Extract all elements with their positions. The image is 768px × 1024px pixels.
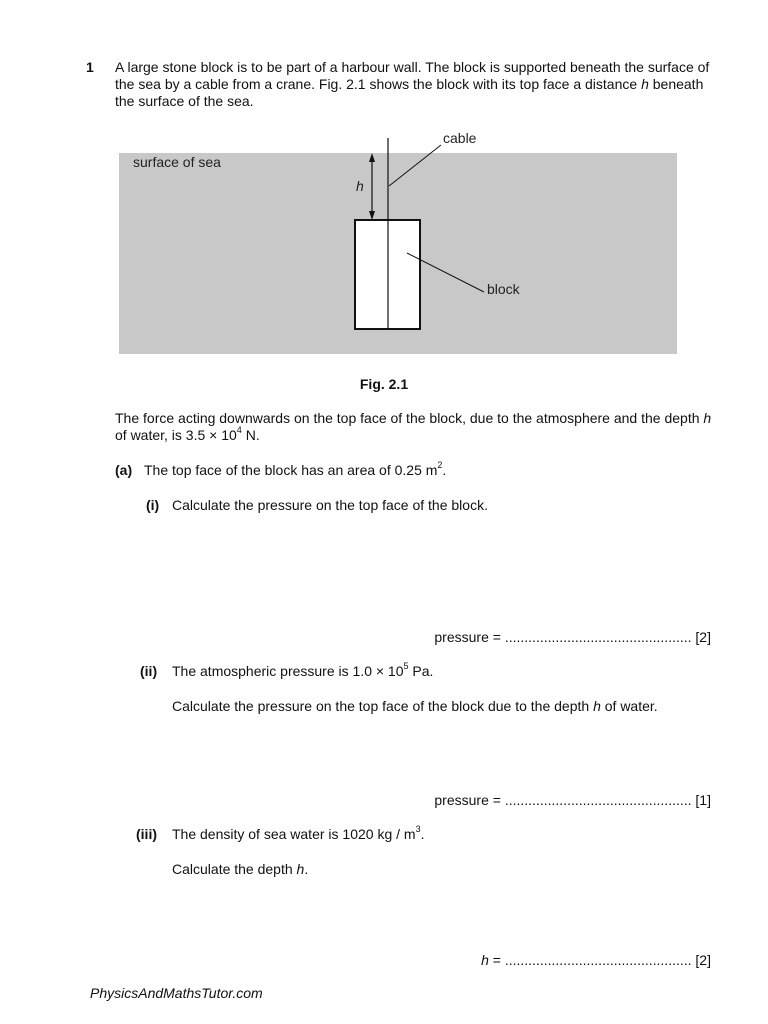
part-i-answer-field[interactable]: ................................................ xyxy=(504,629,692,645)
part-iii-answer-label: h xyxy=(481,952,489,968)
part-a-label: (a) xyxy=(115,462,133,478)
part-iii-label: (iii) xyxy=(136,826,157,842)
cable-label: cable xyxy=(443,130,477,146)
force-text: The force acting downwards on the top face of the block, due to the atmosphere and the depth xyxy=(115,410,704,426)
part-ii-instruction-end: of water. xyxy=(600,698,658,714)
force-exponent: 4 xyxy=(236,425,242,436)
part-iii-instruction xyxy=(172,861,308,878)
part-iii-instruction-text: Calculate the depth xyxy=(172,861,297,877)
part-a-text xyxy=(144,462,446,479)
part-iii-answer-equals: = xyxy=(488,952,505,968)
intro-text: A large stone block is to be part of a harbour wall. The block is supported beneath the surface of the sea by a cable from a crane. Fig. 2.1 shows the block with its top face a distance xyxy=(115,59,710,92)
part-a-exponent: 2 xyxy=(437,460,443,471)
part-a-statement: The top face of the block has an area of 0.25 m xyxy=(144,462,438,478)
part-iii-exponent: 3 xyxy=(415,824,421,835)
part-ii-statement: The atmospheric pressure is 1.0 × 10 xyxy=(172,663,404,679)
force-h-symbol: h xyxy=(703,410,712,426)
part-ii-instruction-text: Calculate the pressure on the top face of the block due to the depth xyxy=(172,698,594,714)
part-iii-text xyxy=(172,826,424,843)
part-iii-statement-end: . xyxy=(420,826,425,842)
part-ii-answer-label: pressure = xyxy=(434,792,505,808)
force-statement xyxy=(115,410,715,444)
part-ii-text xyxy=(172,663,433,680)
part-ii-marks: [1] xyxy=(691,792,711,808)
part-iii-h-symbol: h xyxy=(296,861,305,877)
part-a-statement-end: . xyxy=(442,462,447,478)
question-intro xyxy=(115,59,715,110)
force-text-mid: of water, is 3.5 × 10 xyxy=(115,427,237,443)
footer-site-name: PhysicsAndMathsTutor.com xyxy=(90,985,263,1001)
question-number: 1 xyxy=(86,59,94,75)
part-ii-answer-line xyxy=(434,792,711,809)
intro-text-end: beneath the surface of the sea. xyxy=(115,76,704,109)
intro-h-symbol: h xyxy=(641,76,649,92)
block-label: block xyxy=(487,281,520,297)
part-iii-answer-field[interactable]: ................................................ xyxy=(504,952,692,968)
force-text-end: N. xyxy=(241,427,260,443)
part-ii-h-symbol: h xyxy=(593,698,601,714)
depth-h-label: h xyxy=(356,178,364,194)
part-ii-exponent: 5 xyxy=(403,661,409,672)
part-i-text: Calculate the pressure on the top face of the block. xyxy=(172,497,488,513)
part-iii-answer-line xyxy=(481,952,711,969)
figure-caption: Fig. 2.1 xyxy=(359,376,409,392)
part-ii-answer-field[interactable]: ................................................ xyxy=(504,792,692,808)
part-iii-statement: The density of sea water is 1020 kg / m xyxy=(172,826,416,842)
surface-label: surface of sea xyxy=(133,154,221,170)
part-i-answer-label: pressure = xyxy=(434,629,505,645)
part-ii-instruction xyxy=(172,698,658,715)
part-ii-label: (ii) xyxy=(140,663,158,679)
part-iii-marks: [2] xyxy=(691,952,711,968)
part-i-label: (i) xyxy=(146,497,160,513)
part-i-answer-line xyxy=(434,629,711,646)
part-i-marks: [2] xyxy=(691,629,711,645)
figure-diagram xyxy=(0,126,768,366)
part-ii-statement-end: Pa. xyxy=(408,663,434,679)
part-iii-instruction-end: . xyxy=(304,861,309,877)
